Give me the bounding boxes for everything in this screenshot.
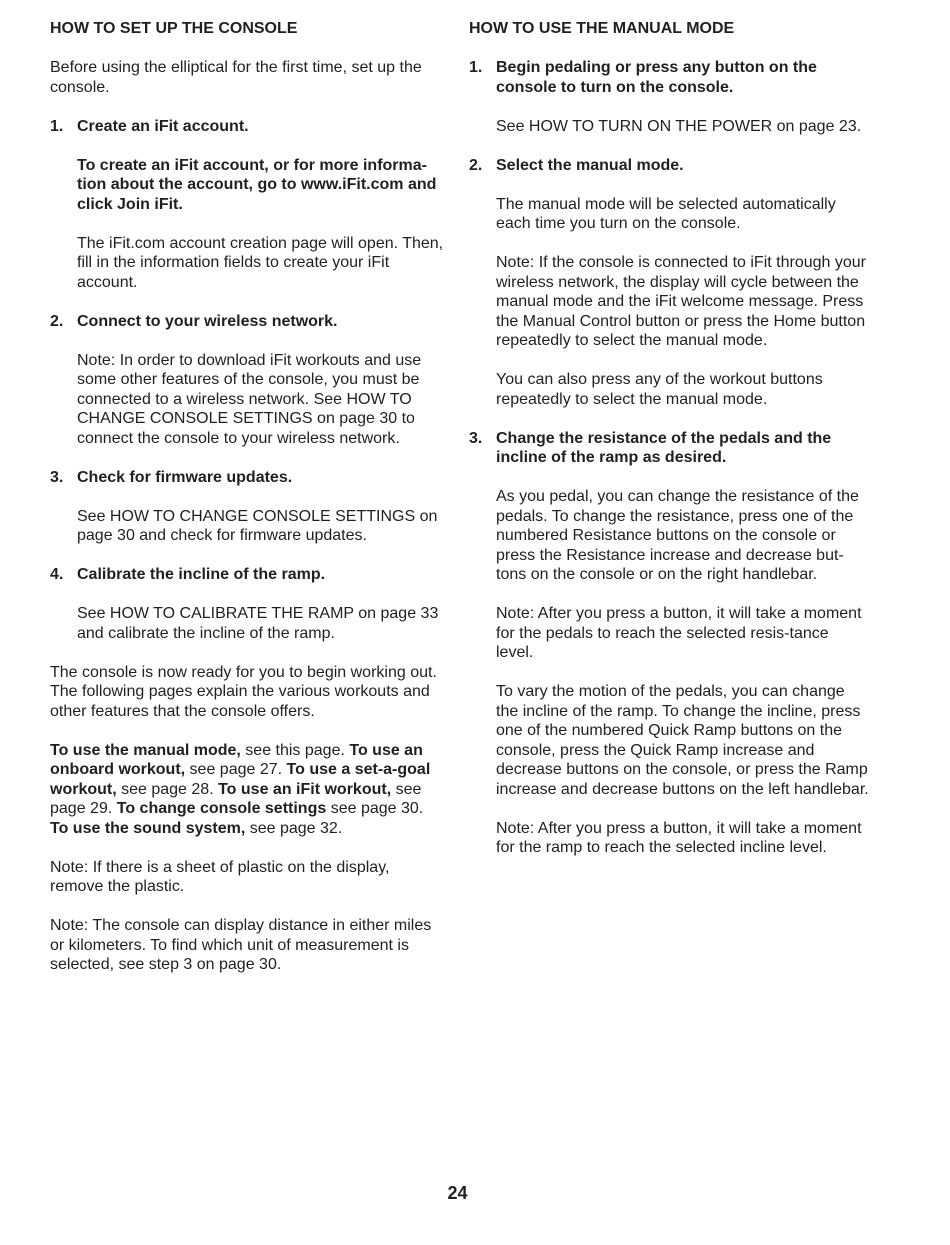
note-plastic: Note: If there is a sheet of plastic on the display, remove the plastic.: [50, 858, 390, 895]
ref-text: see page 28.: [116, 780, 219, 798]
ref-text: see page 30.: [326, 800, 424, 817]
step-body: The manual mode will be selected automatically each time you turn on the console.: [496, 195, 836, 232]
setup-step-3: [50, 468, 445, 546]
step-title: Create an iFit account.: [77, 117, 249, 135]
ref-text: see page 27.: [185, 761, 287, 778]
note-units: Note: The console can display distance in either miles or kilometers. To find which unit of measurement is selected, see step 3 on page 30.: [50, 917, 432, 973]
manual-step-1: [469, 58, 869, 136]
step-number: 1.: [469, 59, 483, 76]
step-body: See HOW TO CALIBRATE THE RAMP on page 33 and calibrate the incline of the ramp.: [77, 605, 439, 642]
setup-intro: Before using the elliptical for the first time, set up the console.: [50, 59, 422, 96]
step-note: Note: After you press a button, it will take a moment for the ramp to reach the selected incline level.: [496, 819, 862, 856]
step-title: Begin pedaling or press any button on the console to turn on the console.: [496, 59, 817, 96]
step-body: See HOW TO TURN ON THE POWER on page 23.: [496, 117, 862, 135]
step-number: 2.: [50, 312, 64, 330]
ref-text: see page 32.: [245, 819, 343, 837]
manual-step-2: [469, 156, 869, 410]
step-body: See HOW TO CHANGE CONSOLE SETTINGS on page 30 and check for firmware updates.: [77, 507, 438, 544]
left-column: [50, 19, 445, 994]
step-title: Check for firmware updates.: [77, 468, 293, 486]
workout-references-paragraph: [50, 741, 445, 839]
step-title: Select the manual mode.: [496, 156, 684, 174]
console-ready-paragraph: The console is now ready for you to begin working out. The following pages explain the various workouts and other features that the console offers.: [50, 663, 437, 720]
step-number: 4.: [50, 566, 64, 583]
ref-bold: To change console settings: [116, 800, 327, 817]
step-number: 3.: [469, 429, 483, 447]
setup-console-heading: HOW TO SET UP THE CONSOLE: [50, 20, 298, 37]
ref-bold: To use a set-a-goal workout,: [50, 761, 431, 798]
step-note: Note: After you press a button, it will take a moment for the pedals to reach the selected resis-tance level.: [496, 605, 862, 661]
manual-mode-heading: HOW TO USE THE MANUAL MODE: [469, 20, 735, 37]
right-column: [469, 19, 869, 877]
step-number: 2.: [469, 156, 483, 174]
step-note: Note: If the console is connected to iFit through your wireless network, the display will cycle between the manual mode and the iFit welcome message. Press the Manual Control button or press the Home button repeatedly to select the manual mode.: [496, 254, 866, 349]
step-body: The iFit.com account creation page will open. Then, fill in the information fields to create your iFit account.: [77, 234, 444, 291]
setup-step-2: [50, 312, 445, 449]
ref-bold: To use the sound system,: [50, 819, 246, 837]
step-body: You can also press any of the workout buttons repeatedly to select the manual mode.: [496, 371, 823, 408]
ref-text: see this page.: [240, 741, 350, 759]
ref-bold: To use an onboard workout,: [50, 741, 423, 778]
page-number: 24: [447, 1183, 468, 1203]
step-title: Calibrate the incline of the ramp.: [77, 566, 326, 583]
step-body: Note: In order to download iFit workouts and use some other features of the console, you must be connected to a wireless network. See HOW TO CHANGE CONSOLE SETTINGS on page 30 to connect the console to your wireless network.: [77, 351, 422, 447]
step-title: Connect to your wireless network.: [77, 312, 338, 330]
step-title: Change the resistance of the pedals and the incline of the ramp as desired.: [496, 429, 832, 466]
step-bold-instruction: To create an iFit account, or for more informa-tion about the account, go to www.iFit.com and click Join iFit.: [77, 156, 437, 213]
setup-step-1: [50, 117, 445, 293]
ref-bold: To use the manual mode,: [50, 741, 241, 759]
ref-text: see page 29.: [50, 780, 422, 817]
step-number: 3.: [50, 468, 64, 486]
setup-step-4: [50, 565, 445, 643]
step-number: 1.: [50, 117, 64, 135]
ref-bold: To use an iFit workout,: [218, 780, 392, 798]
manual-step-3: [469, 429, 869, 858]
step-body: As you pedal, you can change the resistance of the pedals. To change the resistance, press one of the numbered Resistance buttons on the console or press the Resistance increase and decrease but-tons on the console or on the right handlebar.: [496, 488, 859, 583]
step-body: To vary the motion of the pedals, you can change the incline of the ramp. To change the incline, press one of the numbered Quick Ramp buttons on the console, press the Quick Ramp increase and decrease buttons on the console, or press the Ramp increase and decrease buttons on the left handlebar.: [496, 683, 869, 798]
